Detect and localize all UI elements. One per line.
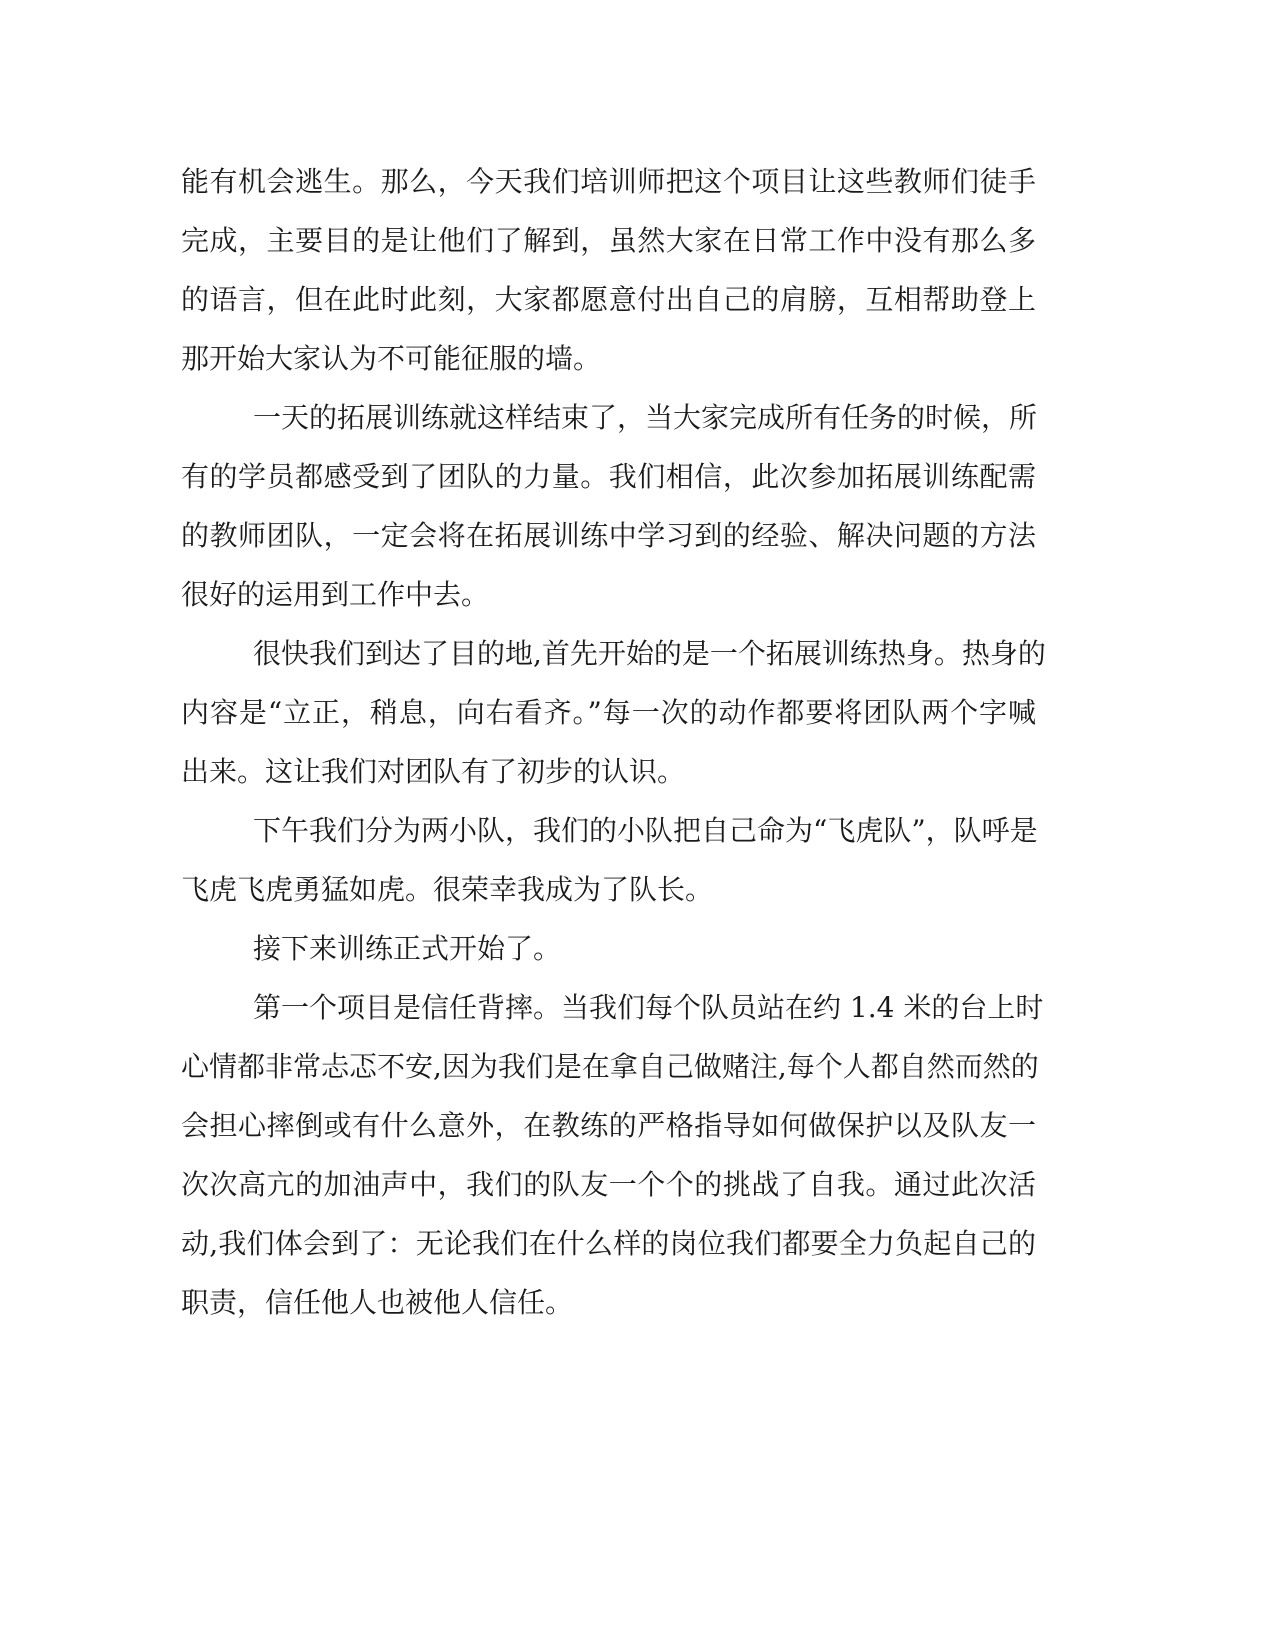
text-line: 会担心摔倒或有什么意外，在教练的严格指导如何做保护以及队友一: [181, 1109, 1036, 1142]
text-line: 很快我们到达了目的地,首先开始的是一个拓展训练热身。热身的: [253, 637, 1046, 670]
document-body: [181, 152, 1046, 1332]
text-line: 的教师团队，一定会将在拓展训练中学习到的经验、解决问题的方法: [181, 519, 1036, 552]
text-line: 内容是“立正，稍息，向右看齐。”每一次的动作都要将团队两个字喊: [181, 696, 1036, 729]
text-line: 的语言，但在此时此刻，大家都愿意付出自己的肩膀，互相帮助登上: [181, 283, 1036, 316]
text-line: 完成，主要目的是让他们了解到，虽然大家在日常工作中没有那么多: [181, 224, 1036, 257]
text-line: 心情都非常忐忑不安,因为我们是在拿自己做赌注,每个人都自然而然的: [181, 1050, 1039, 1083]
text-line: 有的学员都感受到了团队的力量。我们相信，此次参加拓展训练配需: [181, 460, 1036, 493]
text-line: 下午我们分为两小队，我们的小队把自己命为“飞虎队”，队呼是: [253, 814, 1038, 847]
text-line: 一天的拓展训练就这样结束了，当大家完成所有任务的时候，所: [253, 401, 1038, 434]
text-line: 出来。这让我们对团队有了初步的认识。: [181, 755, 686, 788]
text-line: 那开始大家认为不可能征服的墙。: [181, 342, 602, 375]
text-line: 能有机会逃生。那么，今天我们培训师把这个项目让这些教师们徒手: [181, 165, 1036, 198]
text-line: 职责，信任他人也被他人信任。: [181, 1286, 574, 1319]
text-line: 次次高亢的加油声中，我们的队友一个个的挑战了自我。通过此次活: [181, 1168, 1036, 1201]
text-line: 很好的运用到工作中去。: [181, 578, 490, 611]
text-line: 接下来训练正式开始了。: [253, 932, 562, 965]
text-line: 第一个项目是信任背摔。当我们每个队员站在约 1.4 米的台上时: [253, 991, 1044, 1024]
text-line: 动,我们体会到了：无论我们在什么样的岗位我们都要全力负起自己的: [181, 1227, 1036, 1260]
text-line: 飞虎飞虎勇猛如虎。很荣幸我成为了队长。: [181, 873, 714, 906]
